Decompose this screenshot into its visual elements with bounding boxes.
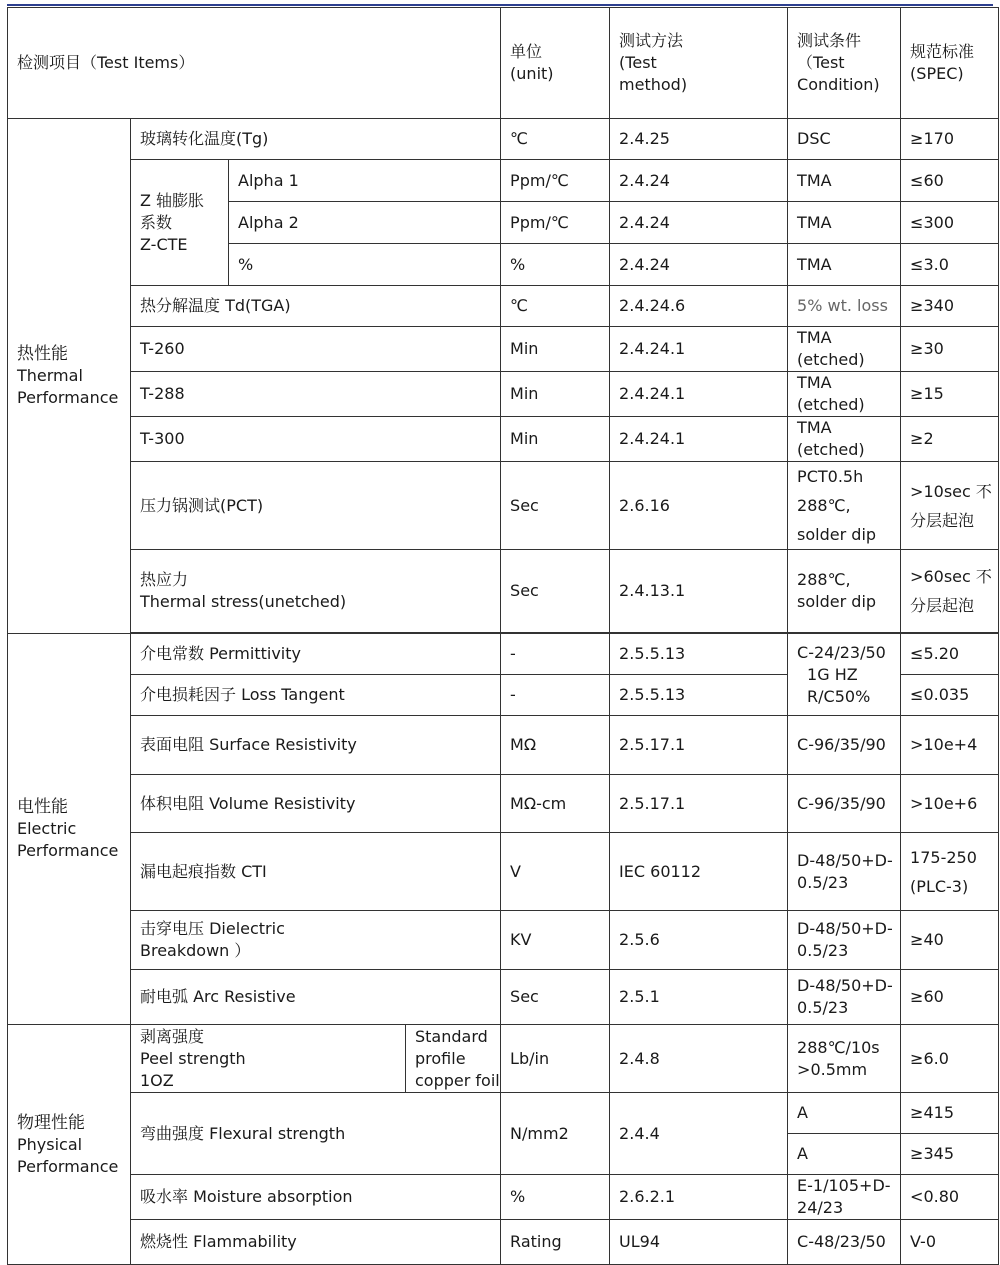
table-cell: Ppm/℃ [501,160,610,202]
table-cell: TMA [788,244,901,286]
zcte-label: Z 轴膨胀 系数 Z-CTE [131,160,229,286]
table-cell: A [788,1134,901,1175]
table-cell: 燃烧性 Flammability [131,1220,501,1265]
table-cell: % [501,244,610,286]
table-cell: 热分解温度 Td(TGA) [131,286,501,327]
table-cell: 2.4.24.6 [610,286,788,327]
table-cell: 2.5.17.1 [610,716,788,775]
table-cell: ≤3.0 [901,244,999,286]
table-cell: TMA (etched) [788,417,901,462]
header-unit: 单位 (unit) [501,8,610,119]
table-cell: 2.4.24 [610,244,788,286]
table-cell: Alpha 2 [229,202,501,244]
table-cell: D-48/50+D-0.5/23 [788,911,901,970]
properties-table [7,7,999,1265]
table-cell: ≥15 [901,372,999,417]
table-cell: Sec [501,462,610,550]
table-cell: 2.4.24 [610,202,788,244]
table-cell: ≥2 [901,417,999,462]
table-cell: C-96/35/90 [788,716,901,775]
table-cell: ≤0.035 [901,675,999,716]
table-cell: KV [501,911,610,970]
table-cell: MΩ [501,716,610,775]
table-cell: >60sec 不 分层起泡 [901,550,999,633]
table-cell: 介电常数 Permittivity [131,634,501,675]
table-cell: >10e+4 [901,716,999,775]
table-cell: <0.80 [901,1175,999,1220]
table-row [8,286,999,327]
table-row [8,550,999,633]
table-cell: D-48/50+D-0.5/23 [788,833,901,911]
table-cell: 2.6.16 [610,462,788,550]
table-cell: 2.5.5.13 [610,675,788,716]
header-condition: 测试条件 （Test Condition) [788,8,901,119]
table-cell: ≤5.20 [901,634,999,675]
table-cell: DSC [788,119,901,160]
table-cell: 2.4.4 [610,1093,788,1175]
table-cell: 2.4.24.1 [610,417,788,462]
table-cell: 漏电起痕指数 CTI [131,833,501,911]
table-cell: 288℃/10s >0.5mm [788,1025,901,1093]
table-cell: Min [501,417,610,462]
header-item: 检测项目（Test Items） [8,8,501,119]
table-cell: ≤60 [901,160,999,202]
table-row [8,1220,999,1265]
header-method: 测试方法 (Test method) [610,8,788,119]
table-cell: 2.6.2.1 [610,1175,788,1220]
table-cell: TMA (etched) [788,372,901,417]
table-cell: ≥170 [901,119,999,160]
table-row [8,462,999,550]
table-cell: 剥离强度 Peel strength 1OZ [131,1025,406,1093]
table-row [8,119,999,160]
table-cell: - [501,634,610,675]
table-cell: Sec [501,970,610,1025]
table-cell: IEC 60112 [610,833,788,911]
table-cell: C-48/23/50 [788,1220,901,1265]
table-cell: A [788,1093,901,1134]
table-cell: ≥345 [901,1134,999,1175]
table-cell: 2.4.13.1 [610,550,788,633]
table-cell: 介电损耗因子 Loss Tangent [131,675,501,716]
table-cell: T-288 [131,372,501,417]
header-row [8,8,999,119]
table-cell: 玻璃转化温度(Tg) [131,119,501,160]
table-cell: T-300 [131,417,501,462]
table-cell: ≥60 [901,970,999,1025]
table-cell: 175-250 (PLC-3) [901,833,999,911]
table-cell: ≥40 [901,911,999,970]
table-row [8,634,999,675]
shared-condition: C-24/23/50 1G HZ R/C50% [788,634,901,716]
table-cell: Ppm/℃ [501,202,610,244]
header-spec: 规范标准 (SPEC) [901,8,999,119]
table-cell: Min [501,327,610,372]
category-physical: 物理性能 Physical Performance [8,1025,131,1265]
table-cell: Alpha 1 [229,160,501,202]
table-cell: ≥30 [901,327,999,372]
table-cell: N/mm2 [501,1093,610,1175]
table-cell: >10e+6 [901,775,999,833]
table-cell: 2.4.24 [610,160,788,202]
table-cell: PCT0.5h 288℃, solder dip [788,462,901,550]
table-cell: % [501,1175,610,1220]
table-cell: 2.4.25 [610,119,788,160]
table-cell: ≤300 [901,202,999,244]
table-cell: E-1/105+D-24/23 [788,1175,901,1220]
table-row [8,970,999,1025]
table-cell: 288℃, solder dip [788,550,901,633]
table-cell: >10sec 不 分层起泡 [901,462,999,550]
table-cell: ≥415 [901,1093,999,1134]
table-cell: 2.4.24.1 [610,372,788,417]
table-cell: 弯曲强度 Flexural strength [131,1093,501,1175]
table-cell: TMA (etched) [788,327,901,372]
table-cell: MΩ-cm [501,775,610,833]
table-cell: TMA [788,202,901,244]
table-cell: 吸水率 Moisture absorption [131,1175,501,1220]
table-cell: 2.4.8 [610,1025,788,1093]
table-row [8,716,999,775]
table-row [8,160,999,202]
table-row [8,833,999,911]
table-cell: V-0 [901,1220,999,1265]
table-row [8,417,999,462]
table-cell: Rating [501,1220,610,1265]
table-cell: ≥340 [901,286,999,327]
table-cell: TMA [788,160,901,202]
table-cell: % [229,244,501,286]
table-cell: T-260 [131,327,501,372]
table-cell: 2.4.24.1 [610,327,788,372]
table-cell: 表面电阻 Surface Resistivity [131,716,501,775]
table-cell: C-96/35/90 [788,775,901,833]
table-cell: Lb/in [501,1025,610,1093]
table-row [8,1093,999,1134]
table-cell: - [501,675,610,716]
table-cell: 热应力 Thermal stress(unetched) [131,550,501,633]
table-cell: 2.5.1 [610,970,788,1025]
table-cell: Standard profile copper foil [406,1025,501,1093]
table-cell: 击穿电压 Dielectric Breakdown ） [131,911,501,970]
table-cell: 2.5.17.1 [610,775,788,833]
table-cell: UL94 [610,1220,788,1265]
table-row [8,327,999,372]
top-rule [7,4,993,6]
table-cell: V [501,833,610,911]
table-cell: Min [501,372,610,417]
table-cell: ℃ [501,119,610,160]
table-row [8,911,999,970]
table-cell: 2.5.6 [610,911,788,970]
table-row [8,1025,999,1093]
category-electric: 电性能 Electric Performance [8,634,131,1025]
table-cell: 5% wt. loss [788,286,901,327]
table-cell: ℃ [501,286,610,327]
table-row [8,1175,999,1220]
category-thermal: 热性能 Thermal Performance [8,119,131,634]
table-cell: 2.5.5.13 [610,634,788,675]
table-cell: D-48/50+D-0.5/23 [788,970,901,1025]
table-cell: 耐电弧 Arc Resistive [131,970,501,1025]
table-cell: Sec [501,550,610,633]
table-row [8,372,999,417]
table-cell: 压力锅测试(PCT) [131,462,501,550]
table-row [8,775,999,833]
table-cell: 体积电阻 Volume Resistivity [131,775,501,833]
table-cell: ≥6.0 [901,1025,999,1093]
